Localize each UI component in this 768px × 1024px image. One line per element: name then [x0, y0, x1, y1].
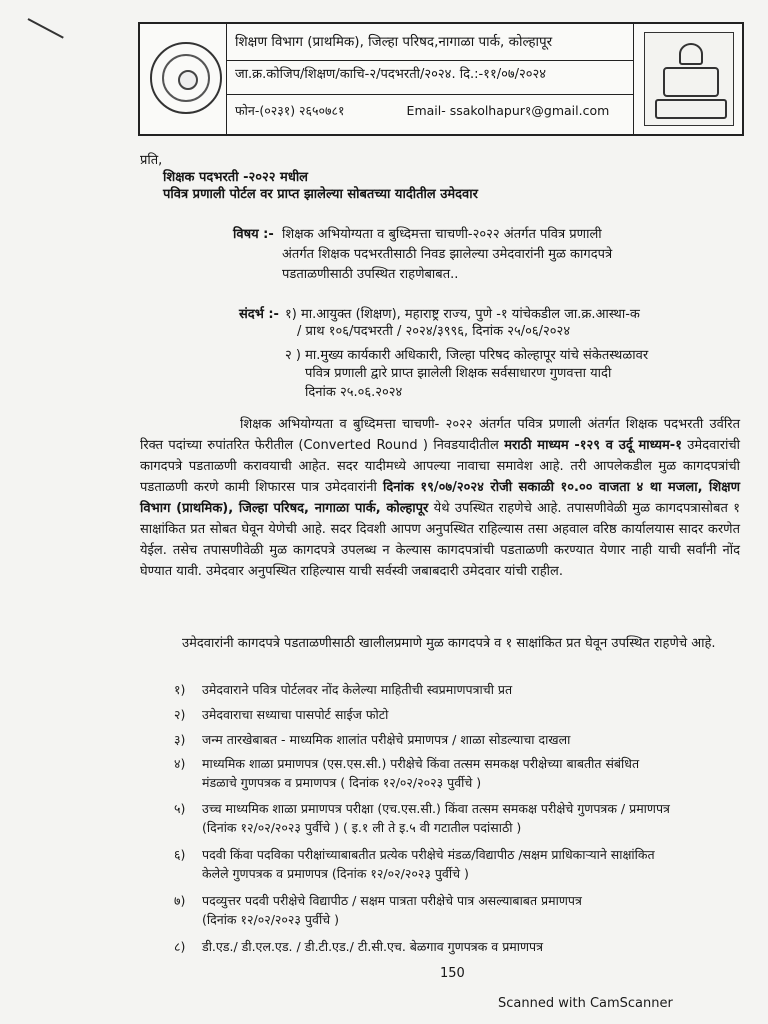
scanner-watermark: Scanned with CamScanner: [498, 996, 673, 1011]
subject-line: अंतर्गत शिक्षक पदभरतीसाठी निवड झालेल्या उमेदवारांनी मुळ कागदपत्रे: [282, 247, 613, 262]
reference-label: संदर्भ :-: [239, 307, 279, 322]
required-documents-list: [142, 681, 742, 955]
recipient-label: प्रति,: [140, 153, 163, 168]
state-emblem-icon: [644, 32, 734, 126]
body-paragraph-2: [140, 627, 740, 661]
body-text-bold: दिनांक १९/०७/२०२४ रोजी सकाळी १०.०० वाजता ४ था मजला, शिक्षण विभाग (प्राथमिक), जिल्हा परिषद, नागाळा पार्क, कोल्हापूर: [140, 480, 740, 516]
reference-item-1: १) मा.आयुक्त (शिक्षण), महाराष्ट्र राज्य, पुणे -१ यांचेकडील जा.क्र.आस्था-क: [285, 307, 640, 322]
reference-item-1-cont: / प्राथ १०६/पदभरती / २०२४/३९९६, दिनांक २५/०६/२०२४: [297, 324, 571, 339]
office-name: शिक्षण विभाग (प्राथमिक), जिल्हा परिषद,नागाळा पार्क, कोल्हापूर: [227, 32, 633, 61]
body-text: उमेदवारांनी कागदपत्रे पडताळणीसाठी खालीलप्रमाणे मुळ कागदपत्रे व १ साक्षांकित प्रत घेवून उपस्थित राहणेचे आहे.: [182, 636, 716, 651]
letterhead-details: [226, 24, 634, 134]
phone-number: फोन-(०२३१) २६५०७८१: [235, 103, 345, 118]
list-item: ७) पदव्युत्तर पदवी परीक्षेचे विद्यापीठ / सक्षम पात्रता परीक्षेचे पात्र असल्याबाबत प्रमाणपत्र (दिनांक १२/०२/२०२३ पुर्वीचे ): [174, 893, 582, 927]
list-item: ५) उच्च माध्यमिक शाळा प्रमाणपत्र परीक्षा (एच.एस.सी.) किंवा तत्सम समकक्ष परीक्षेचे गुणपत्रक / प्रमाणपत्र (दिनांक १२/०२/२०२३ पुर्वीचे ) ( इ.१ ली ते इ.५ वी गटातील पदांसाठी ): [174, 801, 670, 835]
list-item: ६) पदवी किंवा पदविका परीक्षांच्याबाबतीत प्रत्येक परीक्षेचे मंडळ/विद्यापीठ /सक्षम प्राधिकाऱ्याने साक्षांकित केलेले गुणपत्रक व प्रमाणपत्र (दिनांक १२/०२/२०२३ पुर्वीचे ): [174, 847, 655, 881]
contact-line: [227, 102, 633, 128]
recipient-line-1: शिक्षक पदभरती -२०२२ मधील: [163, 170, 308, 185]
reference-item-2-cont: पवित्र प्रणाली द्वारे प्राप्त झालेली शिक्षक सर्वसाधारण गुणवत्ता यादी: [305, 366, 612, 381]
list-item: १) उमेदवाराने पवित्र पोर्टलवर नोंद केलेल्या माहितीची स्वप्रमाणपत्राची प्रत: [174, 682, 513, 697]
body-paragraph-1: [140, 414, 740, 582]
subject-line: पडताळणीसाठी उपस्थित राहणेबाबत..: [282, 267, 459, 282]
body-text-bold: मराठी माध्यम -१२९ व उर्दू माध्यम-१: [504, 438, 682, 453]
body-text: येथे उपस्थित राहणेचे आहे. तपासणीवेळी मुळ कागदपत्रासोबत १ साक्षांकित प्रत सोबत घेवून येणेची आहे. सदर दिवशी आपण अनुपस्थित राहिल्यास तसा अहवाल वरिष्ठ कार्यालयास सादर करणेत येईल. तसेच तपासणीवेळी मुळ कागदपत्रे उपलब्ध न केल्यास कागदपत्रांची पडताळणी करण्यात येणार नाही याची सर्वांनी नोंद घेण्यात यावी. उमेदवार अनुपस्थित राहिल्यास याची सर्वस्वी जबाबदारी उमेदवार यांची राहील.: [140, 501, 740, 579]
zilla-parishad-seal-icon: [150, 42, 222, 114]
list-item: ३) जन्म तारखेबाबत - माध्यमिक शालांत परीक्षेचे प्रमाणपत्र / शाळा सोडल्याचा दाखला: [174, 732, 571, 747]
body-text: शिक्षक अभियोग्यता व बुध्दिमत्ता चाचणी- २०२२ अंतर्गत पवित्र प्रणाली अंतर्गत शिक्षक पदभरती उर्वरित रिक्त पदांच्या रुपांतरित फेरीतील (Converted Round ) निवडयादीतील: [140, 417, 740, 453]
reference-number: जा.क्र.कोजिप/शिक्षण/काचि-२/पदभरती/२०२४. दि.:-११/०७/२०२४: [227, 64, 633, 95]
reference-item-2: २ ) मा.मुख्य कार्यकारी अधिकारी, जिल्हा परिषद कोल्हापूर यांचे संकेतस्थळावर: [285, 348, 649, 363]
reference-item-2-date: दिनांक २५.०६.२०२४: [305, 385, 403, 400]
recipient-line-2: पवित्र प्रणाली पोर्टल वर प्राप्त झालेल्या सोबतच्या यादीतील उमेदवार: [163, 187, 478, 202]
letterhead: [138, 22, 744, 136]
list-item: ८) डी.एड./ डी.एल.एड. / डी.टी.एड./ टी.सी.एच. बेळगाव गुणपत्रक व प्रमाणपत्र: [174, 939, 544, 954]
list-item: २) उमेदवाराचा सध्याचा पासपोर्ट साईज फोटो: [174, 707, 389, 722]
list-item: ४) माध्यमिक शाळा प्रमाणपत्र (एस.एस.सी.) परीक्षेचे किंवा तत्सम समकक्ष परीक्षेच्या बाबतीत संबंधित मंडळाचे गुणपत्रक व प्रमाणपत्र ( दिनांक १२/०२/२०२३ पुर्वीचे ): [174, 756, 640, 790]
subject-label: विषय :-: [233, 227, 274, 242]
email-address: Email- ssakolhapur१@gmail.com: [406, 103, 610, 118]
scan-mark: [28, 18, 64, 39]
subject-line: शिक्षक अभियोग्यता व बुध्दिमत्ता चाचणी-२०२२ अंतर्गत पवित्र प्रणाली: [282, 227, 602, 242]
body-text: उमेदवारांची कागदपत्रे पडताळणी करावयाची आहेत. सदर यादीमध्ये आपल्या नावाचा समावेश आहे. तरी आपलेकडील मुळ कागदपत्रांची पडताळणी करणे कामी शिफारस पात्र उमेदवारांनी: [140, 438, 740, 495]
page-number: 150: [440, 966, 465, 981]
